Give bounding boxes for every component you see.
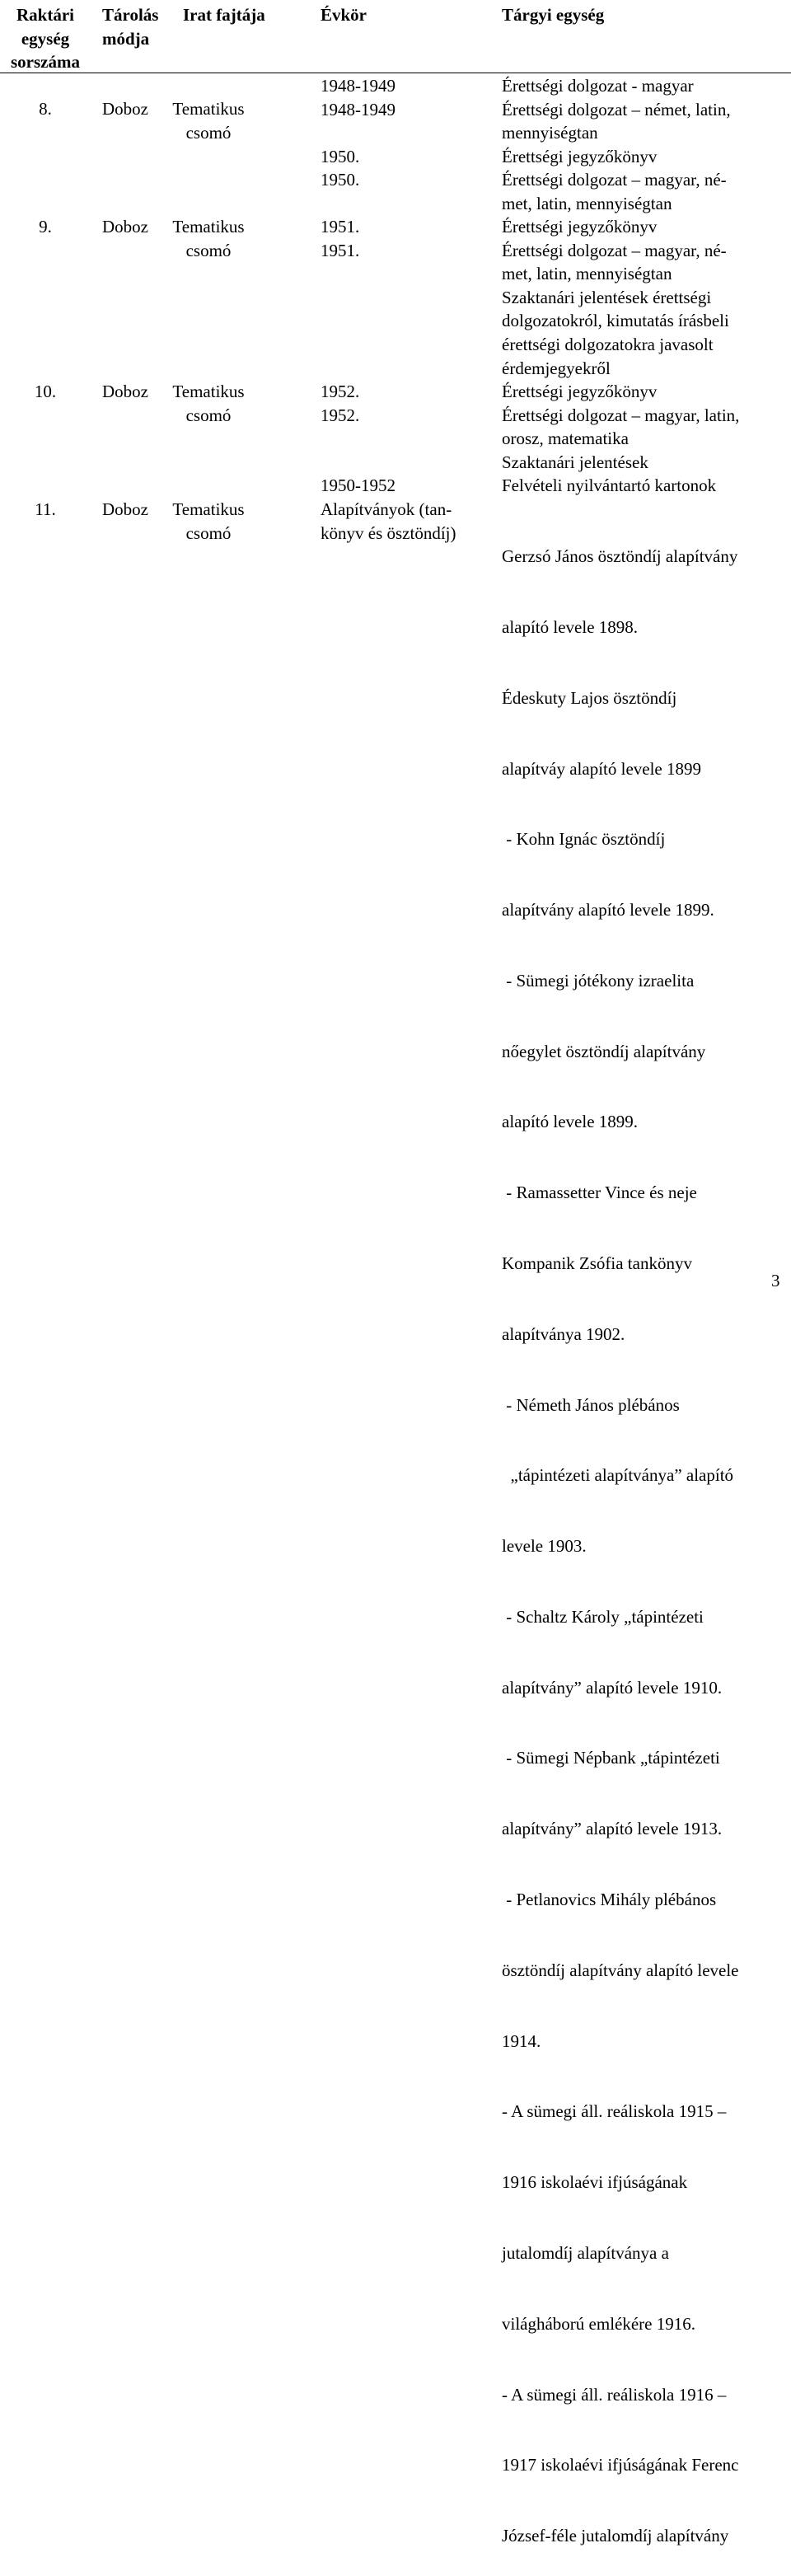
targy-line: ösztöndíj alapítvány alapító levele [502,1960,739,1980]
irat-line: csomó [185,240,232,260]
page-number: 3 [771,1271,780,1290]
row-8-irat [165,97,252,144]
header-line: egység [21,28,70,49]
row-11-irat [165,498,252,545]
row-10-evkor [321,380,396,498]
targy-line: Felvételi nyilvántartó kartonok [502,475,717,496]
targy-line: világháború emlékére 1916. [502,2313,695,2334]
targy-line: Érettségi dolgozat – magyar, né- [502,240,727,260]
row-11-tarolas: Doboz [102,499,148,519]
targy-line: alapító levele 1898. [502,616,639,637]
evkor-line: 1951. [321,217,360,237]
targy-line: 1917 iskolaévi ifjúságának Ferenc [502,2455,739,2475]
targy-line: Kompanik Zsófia tankönyv [502,1253,692,1273]
header-targy [502,3,604,27]
evkor-line [321,427,396,451]
row-9-targy [502,215,729,380]
targy-line: - Ramassetter Vince és neje [502,1183,697,1203]
row-11-evkor [321,498,456,545]
row-10-irat [165,380,252,427]
header-line: sorszáma [11,52,80,73]
targy-line: Érettségi jegyzőkönyv [502,382,658,401]
header-line: módja [102,28,150,49]
irat-line: csomó [185,122,232,143]
targy-line: Érettségi dolgozat – magyar, né- [502,170,727,190]
row-8-targy [502,74,731,216]
header-line: Tárolás [102,5,159,25]
targy-line: - Petlanovics Mihály plébános [502,1890,717,1910]
targy-line: - A sümegi áll. reáliskola 1915 – [502,2101,727,2122]
targy-line: Szaktanári jelentések [502,452,648,472]
targy-line: érdemjegyekről [502,358,611,378]
evkor-line: 1952. [321,382,360,401]
targy-line: Érettségi dolgozat – német, latin, [502,99,731,119]
targy-line: - Sümegi jótékony izraelita [502,970,695,991]
evkor-line: 1950. [321,170,360,190]
targy-line: érettségi dolgozatokra javasolt [502,334,714,354]
targy-line: Érettségi jegyzőkönyv [502,217,658,237]
targy-line: Érettségi dolgozat - magyar [502,76,694,96]
targy-line: - Kohn Ignác ösztöndíj [502,829,666,850]
targy-line: 1914. [502,2030,541,2051]
targy-line: alapítváy alapító levele 1899 [502,758,701,779]
header-line: Tárgyi egység [502,5,605,25]
targy-line: Szaktanári jelentések érettségi [502,287,712,307]
targy-line: József-féle jutalomdíj alapítvány [502,2526,729,2546]
evkor-line: 1950-1952 [321,475,396,496]
targy-line: Gerzsó János ösztöndíj alapítvány [502,546,738,567]
targy-line: alapítvány” alapító levele 1913. [502,1819,723,1839]
targy-line: - Németh János plébános [502,1394,680,1415]
evkor-line: 1951. [321,240,360,260]
targy-line: met, latin, mennyiségtan [502,193,672,213]
irat-line: csomó [185,522,232,543]
targy-line: - Sümegi Népbank „tápintézeti [502,1748,720,1768]
evkor-line: Alapítványok (tan- [321,499,452,519]
irat-line: Tematikus [172,217,245,237]
row-11-targy [502,498,739,2576]
row-10-tarolas: Doboz [102,382,148,401]
evkor-line [321,121,396,145]
header-evkor [321,3,367,27]
targy-line: 1916 iskolaévi ifjúságának [502,2172,688,2193]
evkor-line: 1950. [321,146,360,166]
targy-line: Érettségi jegyzőkönyv [502,146,658,166]
row-9-irat [165,215,252,262]
targy-line: alapító levele 1899. [502,1112,639,1132]
header-line: Raktári [16,5,74,25]
row-8-evkor [321,74,396,192]
targy-line: Édeskuty Lajos ösztöndíj [502,687,677,708]
targy-line: orosz, matematika [502,429,629,449]
evkor-line: könyv és ösztöndíj) [321,522,456,543]
header-irat [183,3,265,27]
irat-line: csomó [185,405,232,425]
header-tarolas [102,3,158,50]
row-10-targy [502,380,739,498]
evkor-line [321,451,396,475]
row-10-sorszam: 10. [34,382,57,401]
row-8-sorszam: 8. [39,99,52,119]
header-sorszam [0,3,91,74]
targy-line: alapítvány” alapító levele 1910. [502,1677,723,1698]
header-line: Évkör [321,5,367,25]
targy-line: dolgozatokról, kimutatás írásbeli [502,311,729,331]
targy-line: levele 1903. [502,1536,587,1557]
header-line: Irat fajtája [183,5,265,25]
targy-line: - A sümegi áll. reáliskola 1916 – [502,2384,727,2405]
irat-line: Tematikus [172,382,245,401]
targy-line: Érettségi dolgozat – magyar, latin, [502,405,740,425]
evkor-line: 1948-1949 [321,99,396,119]
irat-line: Tematikus [172,99,245,119]
targy-line: jutalomdíj alapítványa a [502,2242,669,2263]
targy-line: mennyiségtan [502,123,598,143]
targy-line: - Schaltz Károly „tápintézeti [502,1606,704,1627]
evkor-line: 1948-1949 [321,76,396,96]
row-8-tarolas: Doboz [102,99,148,119]
row-11-sorszam: 11. [35,499,56,519]
row-9-sorszam: 9. [39,217,52,237]
evkor-line: 1952. [321,405,360,425]
targy-line: alapítványa 1902. [502,1323,625,1344]
targy-line: nőegylet ösztöndíj alapítvány [502,1041,706,1061]
row-9-evkor [321,215,359,262]
targy-line: alapítvány alapító levele 1899. [502,900,714,920]
targy-line: „tápintézeti alapítványa” alapító [502,1465,734,1486]
targy-line: met, latin, mennyiségtan [502,264,672,284]
row-9-tarolas: Doboz [102,217,148,237]
irat-line: Tematikus [172,499,245,519]
